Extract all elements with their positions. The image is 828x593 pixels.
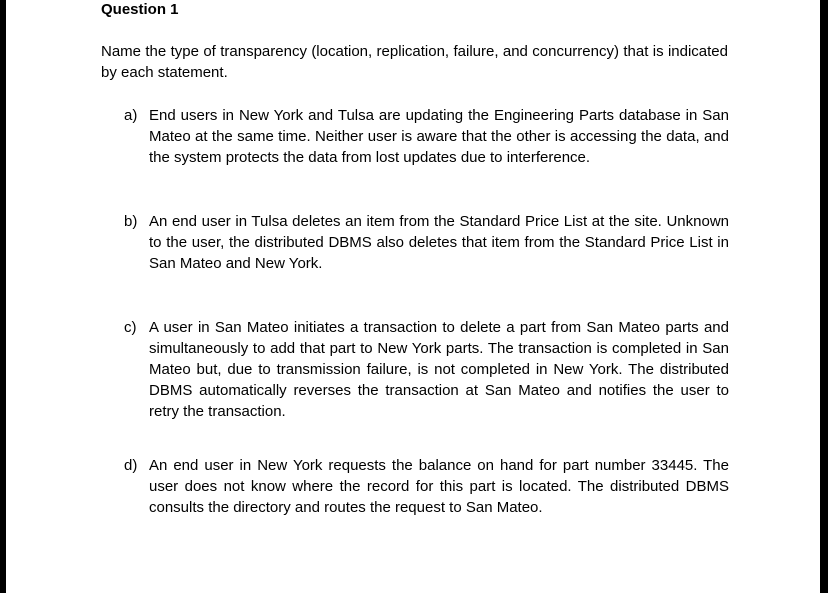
statement-d [124, 455, 729, 518]
document-page [6, 0, 820, 593]
statement-b [124, 211, 729, 274]
statement-b-text: An end user in Tulsa deletes an item from the Standard Price List at the site. Unknown to the user, the distributed DBMS also deletes that item from the Standard Price List in San Mateo and New York. [149, 213, 729, 272]
statement-a-marker: a) [124, 107, 138, 124]
statement-a [124, 105, 729, 168]
statement-c-marker: c) [124, 319, 137, 336]
question-title: Question 1 [101, 1, 179, 18]
statement-a-text: End users in New York and Tulsa are updating the Engineering Parts database in San Mateo at the same time. Neither user is aware that the other is accessing the data, and the system protects the data from lost updates due to interference. [149, 107, 729, 166]
statement-b-marker: b) [124, 213, 138, 230]
statement-c [124, 317, 729, 422]
statement-d-text: An end user in New York requests the balance on hand for part number 33445. The user does not know where the record for this part is located. The distributed DBMS consults the directory and routes the request to San Mateo. [149, 457, 729, 516]
question-intro: Name the type of transparency (location, replication, failure, and concurrency) that is indicated by each statement. [101, 43, 728, 81]
statement-d-marker: d) [124, 457, 138, 474]
statement-c-text: A user in San Mateo initiates a transaction to delete a part from San Mateo parts and simultaneously to add that part to New York parts. The transaction is completed in San Mateo but, due to transmission failure, is not completed in New York. The distributed DBMS automatically reverses the transaction at San Mateo and notifies the user to retry the transaction. [149, 319, 729, 420]
